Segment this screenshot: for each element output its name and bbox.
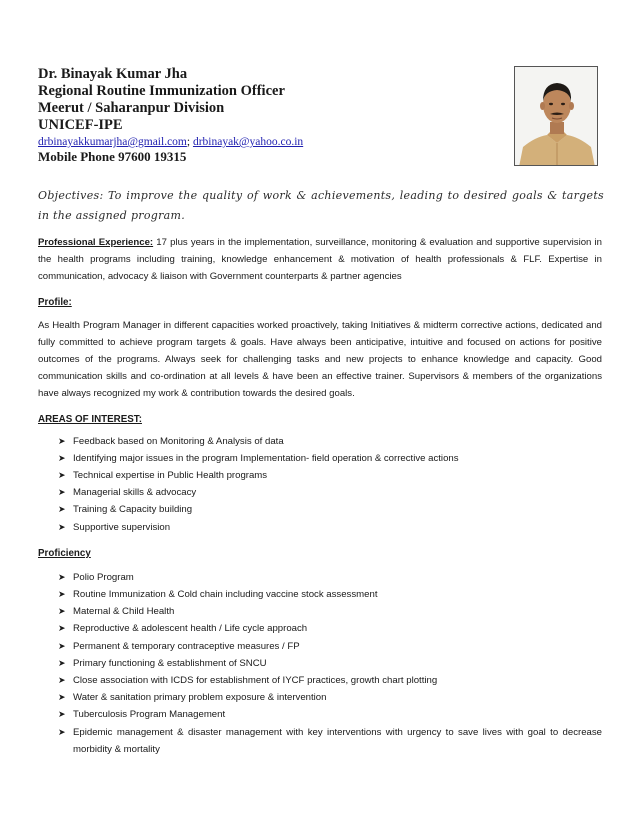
resume-body [38,234,602,758]
email-separator: ; [186,136,191,148]
organization: UNICEF-IPE [38,117,123,133]
list-item: ➤ Identifying major issues in the program Implementation- field operation & corrective actions [58,450,602,467]
list-item: ➤ Permanent & temporary contraceptive measures / FP [58,638,602,655]
arrowhead-bullet-icon: ➤ [58,504,66,515]
experience-text: 17 plus years in the implementation, surveillance, monitoring & evaluation and supportive supervision in the health programs including training, knowledge enhancement & motivation of health professionals & FLF. Expertise in communication, advocacy & liaison with Government counterparts & partner agencies [38,237,602,283]
experience-heading: Professional Experience: [38,237,154,248]
list-item: ➤ Maternal & Child Health [58,603,602,620]
candidate-name: Dr. Binayak Kumar Jha [38,66,188,82]
email-line [38,135,498,149]
list-item: ➤ Water & sanitation primary problem exposure & intervention [58,689,602,706]
email-link-secondary[interactable]: drbinayak@yahoo.co.in [192,136,304,148]
arrowhead-bullet-icon: ➤ [58,640,66,651]
arrowhead-bullet-icon: ➤ [58,709,66,720]
proficiency-heading: Proficiency [38,547,91,559]
arrowhead-bullet-icon: ➤ [58,521,66,532]
list-item: ➤ Managerial skills & advocacy [58,484,602,501]
profile-photo [514,66,598,166]
arrowhead-bullet-icon: ➤ [58,657,66,668]
portrait-graphic [515,67,598,166]
list-item: ➤ Training & Capacity building [58,501,602,518]
objective-statement: Objectives: To improve the quality of work & achievements, leading to desired goals & targets in the assigned program. [38,189,604,222]
arrowhead-bullet-icon: ➤ [58,589,66,600]
arrowhead-bullet-icon: ➤ [58,623,66,634]
mobile-phone: Mobile Phone 97600 19315 [38,149,187,164]
list-item: ➤ Tuberculosis Program Management [58,706,602,723]
interests-heading: AREAS OF INTEREST: [38,413,142,425]
arrowhead-bullet-icon: ➤ [58,726,66,737]
list-item: ➤ Feedback based on Monitoring & Analysis of data [58,433,602,450]
resume-header [38,66,498,164]
arrowhead-bullet-icon: ➤ [58,606,66,617]
email-link-primary[interactable]: drbinayakkumarjha@gmail.com [38,136,187,148]
profile-text: As Health Program Manager in different capacities worked proactively, taking Initiatives & midterm corrective actions, dedicated and fully committed to achieve program targets & goals. Have always been anticipative, intuitive and focused on actions for positive outcomes of the programs. Always seek for challenging tasks and new projects to enhance knowledge and capacity. Good communication skills and co-ordination at all levels & have been an effective trainer. Supervisors & members of the organizations have always recognized my work & contribution towards the desired goals. [38,319,602,400]
arrowhead-bullet-icon: ➤ [58,571,66,582]
experience-section [38,234,602,286]
list-item: ➤ Close association with ICDS for establishment of IYCF practices, growth chart plotting [58,672,602,689]
job-title: Regional Routine Immunization Officer [38,83,285,99]
arrowhead-bullet-icon: ➤ [58,692,66,703]
division: Meerut / Saharanpur Division [38,100,225,116]
proficiency-list [38,569,602,758]
list-item: ➤ Epidemic management & disaster management with key interventions with urgency to save lives with goal to decrease morbidity & mortality [58,724,602,758]
list-item: ➤ Polio Program [58,569,602,586]
list-item: ➤ Primary functioning & establishment of SNCU [58,655,602,672]
profile-heading: Profile: [38,296,72,308]
arrowhead-bullet-icon: ➤ [58,435,66,446]
arrowhead-bullet-icon: ➤ [58,487,66,498]
arrowhead-bullet-icon: ➤ [58,470,66,481]
arrowhead-bullet-icon: ➤ [58,452,66,463]
arrowhead-bullet-icon: ➤ [58,675,66,686]
interests-list [38,433,602,536]
list-item: ➤ Reproductive & adolescent health / Life cycle approach [58,620,602,637]
list-item: ➤ Routine Immunization & Cold chain including vaccine stock assessment [58,586,602,603]
list-item: ➤ Technical expertise in Public Health programs [58,467,602,484]
list-item: ➤ Supportive supervision [58,519,602,536]
